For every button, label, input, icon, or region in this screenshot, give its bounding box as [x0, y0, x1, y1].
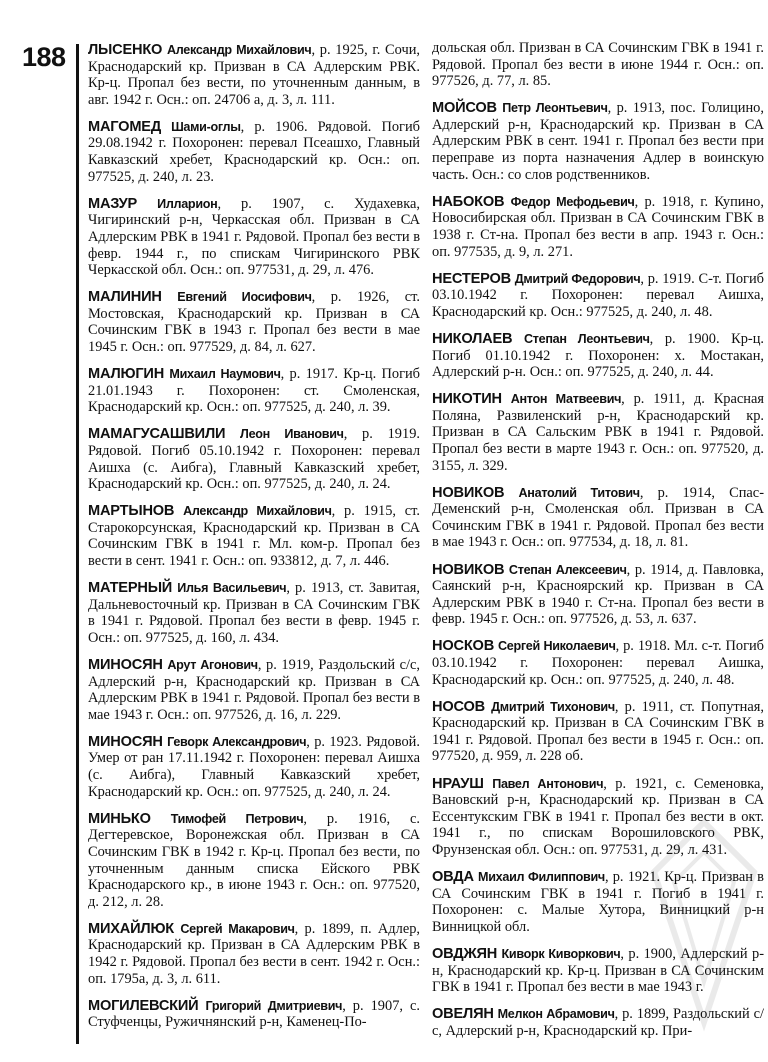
entry-surname: МАТЕРНЫЙ — [88, 580, 173, 597]
entry-surname: НИКОТИН — [432, 391, 502, 408]
entry — [88, 426, 420, 492]
entry-surname: НОВИКОВ — [432, 561, 505, 578]
entry-given-name: Александр Михайлович — [166, 43, 312, 57]
entry-given-name: Михаил Филиппович — [478, 870, 605, 885]
entry — [88, 811, 420, 911]
entry-given-name: Геворк Александрович — [167, 734, 307, 749]
entry — [432, 331, 764, 381]
entry — [88, 657, 420, 723]
entry-text: , р. 1918, г. Купино, Новосибирская обл. Призван в СА Сочинским ГВК в 1938 г. Ст-на. Пропал без вести в апр. 1943 г. Осн.: оп. 977535, д. 9, л. 271. — [432, 193, 764, 260]
entry — [88, 503, 420, 569]
entry-given-name: Александр Михайлович — [183, 504, 332, 519]
entry-text: , р. 1919, Раздольский с/с, Адлерский р-н, Краснодарский кр. Призван в СА Адлерским РВК в 1941 г. Рядовой. Пропал без вести в мае 1943 г. Осн.: оп. 977526, д. 16, л. 229. — [88, 657, 420, 723]
entry — [432, 391, 764, 474]
entry-text: , р. 1914, д. Павловка, Саянский р-н, Красноярский кр. Призван в СА Адлерским РВК в 1940 г. Ст-на. Пропал без вести в февр. 1945 г. Осн.: оп. 977526, д. 53, л. 637. — [432, 561, 764, 628]
column-rule — [76, 44, 79, 1044]
entry-text: , р. 1913, пос. Голицино, Адлерский р-н, Краснодарский кр. Призван в СА Адлерским РВК в сент. 1941 г. Пропал без вести при переправе из порта назначения Адлер в воинскую часть. Осн.: со слов родственников. — [432, 100, 764, 183]
entry-given-name: Тимофей Петрович — [170, 811, 304, 826]
entry — [432, 699, 764, 765]
entry — [432, 100, 764, 183]
entry-surname: МИНОСЯН — [88, 657, 163, 673]
entry-given-name: Григорий Дмитриевич — [205, 998, 343, 1013]
entry-given-name: Дмитрий Тихонович — [491, 699, 615, 714]
entry — [88, 42, 420, 108]
entry-given-name: Евгений Иосифович — [177, 290, 312, 305]
entry-text: , р. 1916, с. Дегтеревское, Воронежская обл. Призван в СА Сочинским ГВК в 1942 г. Кр-ц. Пропал без вести, по уточненным данным списка Ейского РВК Краснодарского кр., в июне 1943 г. Осн.: оп. 977520, д. 212, л. 28. — [88, 810, 420, 910]
entry-given-name: Мелкон Абрамович — [497, 1007, 615, 1022]
entry — [88, 366, 420, 416]
entry-given-name: Илья Васильевич — [177, 581, 287, 596]
entry-surname: НОСКОВ — [432, 638, 495, 655]
entry — [88, 921, 420, 987]
entry-surname: ОВЕЛЯН — [432, 1006, 494, 1023]
entry-given-name: Арут Агонович — [167, 658, 258, 672]
entry-surname: НРАУШ — [432, 775, 484, 792]
entry-text: , р. 1925, г. Сочи, Краснодарский кр. Призван в СА Адлерским РВК. Кр-ц. Пропал без вести, по уточненным данным, в авг. 1942 г. Осн.: оп. 24706 а, д. 3, л. 111. — [88, 42, 420, 108]
entry-given-name: Федор Мефодьевич — [510, 194, 635, 209]
entry-given-name: Сергей Макарович — [180, 921, 295, 936]
entry-surname: МОГИЛЕВСКИЙ — [88, 997, 199, 1014]
entry-surname: ЛЫСЕНКО — [88, 42, 163, 58]
watermark-seal — [644, 812, 764, 1032]
entry-text: , р. 1917. Кр-ц. Погиб 21.01.1943 г. Похоронен: ст. Смоленская, Краснодарский кр. Осн.: оп. 977525, д. 240, л. 39. — [88, 366, 420, 416]
entry-text: , р. 1899, п. Адлер, Краснодарский кр. Призван в СА Адлерским РВК в 1942 г. Рядовой. Пропал без вести в сент. 1942 г. Осн.: оп. 1795а, д. 3, л. 611. — [88, 920, 420, 987]
entry-given-name: Михаил Наумович — [169, 367, 281, 382]
entry-surname: МИХАЙЛЮК — [88, 920, 175, 937]
entry — [88, 998, 420, 1031]
entry-given-name: Илларион — [157, 196, 218, 211]
entry-given-name: Шами-оглы — [171, 119, 241, 134]
entry-surname: МАЗУР — [88, 195, 138, 212]
entry-given-name: Дмитрий Федорович — [514, 271, 641, 286]
entry-surname: НОВИКОВ — [432, 484, 505, 501]
entry-text: , р. 1911, ст. Попутная, Краснодарский кр. Призван в СА Сочинским ГВК в 1941 г. Рядовой. Пропал без вести в 1945 г. Осн.: оп. 977520, д. 959, л. 228 об. — [432, 698, 764, 765]
entry — [432, 638, 764, 688]
entry-text: , р. 1921. Кр-ц. Призван в СА Сочинским ГВК в 1941 г. Погиб в 1941 г. Похоронен: с. Малые Хутора, Винницкий р-н Винницкой обл. — [432, 869, 764, 935]
entry-text: , р. 1914, Спас-Деменский р-н, Смоленская обл. Призван в СА Сочинским ГВК в 1941 г. Рядовой. Пропал без вести в мае 1943 г. Осн.: оп. 977534, д. 18, л. 81. — [432, 484, 764, 551]
entry-text: , р. 1919. Рядовой. Погиб 05.10.1942 г. Похоронен: перевал Аишха (с. Аибга), Главный Кавказский хребет, Краснодарский кр. Осн.: оп. 977525, д. 240, л. 24. — [88, 426, 420, 493]
entry-surname: МАРТЫНОВ — [88, 503, 175, 520]
entry-text: , р. 1918. Мл. с-т. Погиб 03.10.1942 г. Похоронен: перевал Аишка, Краснодарский кр. Осн.: оп. 977525, д. 240, л. 48. — [432, 638, 764, 688]
entry-text: , р. 1899, Раздольский с/с, Адлерский р-н, Краснодарский кр. При- — [432, 1006, 764, 1039]
entry-surname: МАЛИНИН — [88, 289, 162, 306]
entry-given-name: Леон Иванович — [240, 427, 344, 442]
entry-given-name: Сергей Николаевич — [497, 639, 616, 654]
entry-text: , р. 1900, Адлерский р-н, Краснодарский кр. Кр-ц. Призван в СА Сочинским ГВК в 1941 г. Пропал без вести в мае 1943 г. — [432, 945, 764, 996]
entry-text: , р. 1911, д. Красная Поляна, Развиленский р-н, Краснодарский кр. Призван в СА Сальским РВК в 1941 г. Рядовой. Пропал без вести в марте 1943 г. Осн.: оп. 977520, д. 3155, л. 329. — [432, 391, 764, 474]
entry-given-name: Анатолий Титович — [518, 485, 640, 500]
entry — [432, 562, 764, 628]
entry-continuation: дольская обл. Призван в СА Сочинским ГВК в 1941 г. Рядовой. Пропал без вести в июне 1944 г. Осн.: оп. 977526, д. 77, л. 85. — [432, 40, 764, 90]
entry — [88, 196, 420, 279]
entry-surname: МАМАГУСАШВИЛИ — [88, 426, 226, 443]
entry — [88, 119, 420, 185]
entry-surname: МОЙСОВ — [432, 100, 497, 117]
entry-text: , р. 1923. Рядовой. Умер от ран 17.11.1942 г. Похоронен: перевал Аишха (с. Аибга), Главный Кавказский хребет, Краснодарский кр. Осн.: оп. 977525, д. 240, л. 24. — [88, 733, 420, 800]
entry — [432, 485, 764, 551]
entry-text: , р. 1915, ст. Старокорсунская, Краснодарский кр. Призван в СА Сочинским ГВК в 1941 г. Мл. ком-р. Пропал без вести в сент. 1941 г. Осн.: оп. 933812, д. 7, л. 446. — [88, 503, 420, 570]
entry-surname: ОВДЖЯН — [432, 945, 498, 962]
page-number: 188 — [22, 42, 66, 72]
entry — [432, 194, 764, 260]
entry-text: , р. 1921, с. Семеновка, Вановский р-н, Краснодарский кр. Призван в СА Ессентукским ГВК в 1941 г. Пропал без вести в окт. 1941 г., по спискам Ворошиловского РВК, Фрунзенская обл. Осн.: оп. 977531, д. 29, л. 431. — [432, 775, 764, 858]
entry-surname: МИНЬКО — [88, 810, 151, 827]
entry-given-name: Петр Леонтьевич — [502, 101, 608, 116]
entry-surname: МИНОСЯН — [88, 733, 163, 750]
entry-surname: НИКОЛАЕВ — [432, 330, 513, 347]
entry-text: , р. 1919. С-т. Погиб 03.10.1942 г. Похоронен: перевал Аишха, Краснодарский кр. Осн.: 977525, д. 240, л. 48. — [432, 270, 764, 320]
entry-text: , р. 1907, с. Стуфченцы, Ружичнянский р-н, Каменец-По- — [88, 997, 420, 1031]
entry — [88, 289, 420, 355]
entry-surname: НОСОВ — [432, 698, 485, 715]
entry-text: , р. 1913, ст. Завитая, Дальневосточный кр. Призван в СА Сочинским ГВК в 1941 г. Рядовой. Пропал без вести в февр. 1945 г. Осн.: оп. 977525, д. 160, л. 434. — [88, 580, 421, 646]
entry-text: , р. 1906. Рядовой. Погиб 29.08.1942 г. Похоронен: перевал Псеашхо, Главный Кавказский хребет, Краснодарский кр. Осн.: оп. 977525, д. 240, л. 23. — [88, 118, 420, 185]
entry-given-name: Антон Матвеевич — [510, 392, 622, 407]
entry — [432, 271, 764, 321]
entry-surname: ОВДА — [432, 869, 474, 886]
entry-text: , р. 1926, ст. Мостовская, Краснодарский кр. Призван в СА Сочинским ГВК в 1943 г. Пропал без вести в мае 1945 г. Осн.: оп. 977529, д. 84, л. 627. — [88, 289, 420, 355]
entry-surname: МАГОМЕД — [88, 118, 162, 135]
entry-text: , р. 1907, с. Худахевка, Чигиринский р-н, Черкасская обл. Призван в СА Адлерским РВК в 1941 г. Рядовой. Пропал без вести в февр. 1944 г., по спискам Чигиринского РВК Черкасской обл. Осн.: оп. 977531, д. 29, л. 476. — [88, 195, 420, 279]
entry-surname: МАЛЮГИН — [88, 366, 165, 383]
entry — [88, 734, 420, 800]
entry — [88, 580, 420, 646]
entry-given-name: Киворк Киворкович — [501, 946, 621, 961]
left-column — [88, 42, 420, 1041]
entry-given-name: Степан Леонтьевич — [523, 331, 650, 346]
entry-given-name: Павел Антонович — [492, 776, 604, 791]
entry-surname: НАБОКОВ — [432, 193, 505, 210]
entry-given-name: Степан Алексеевич — [508, 562, 627, 577]
entry-surname: НЕСТЕРОВ — [432, 270, 511, 287]
entry-text: , р. 1900. Кр-ц. Погиб 01.10.1942 г. Похоронен: х. Мостакан, Адлерский р-н. Осн.: оп. 977525, д. 240, л. 44. — [432, 330, 764, 381]
